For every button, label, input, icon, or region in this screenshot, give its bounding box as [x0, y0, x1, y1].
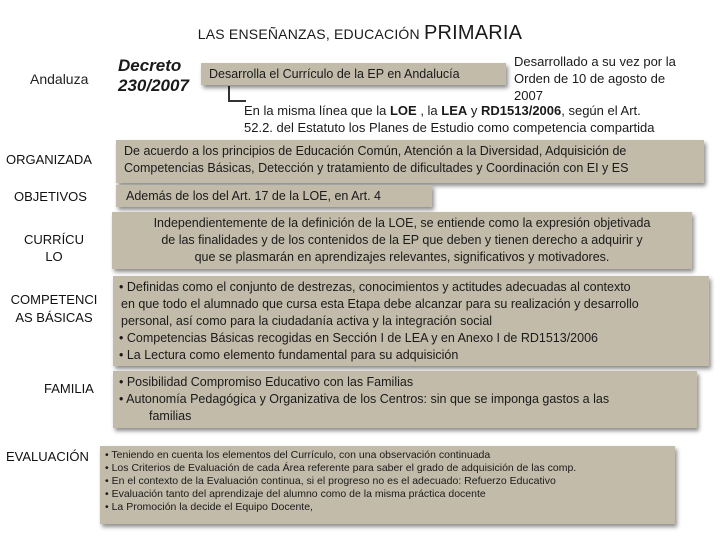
- loe-pre: En la misma línea que la: [244, 103, 390, 118]
- loe-post: , según el Art.: [561, 103, 641, 118]
- title-big: PRIMARIA: [423, 22, 523, 44]
- decreto-line2: 230/2007: [118, 76, 189, 95]
- curriculo-line2: de las finalidades y de los contenidos de la EP que deben y tienen derecho a adquirir y: [161, 233, 643, 247]
- curriculo-line1: Independientemente de la definición de la LOE, se entiende como la expresión objetivada: [153, 216, 651, 230]
- organizada-box: [116, 140, 704, 183]
- evaluacion-bullet4: • Evaluación tanto del aprendizaje del alumno como de la misma práctica docente: [105, 488, 486, 500]
- label-evaluacion: EVALUACIÓN: [6, 449, 89, 464]
- orden-text: [514, 53, 714, 104]
- title-prefix: LAS ENSEÑANZAS, EDUCACIÓN: [197, 26, 420, 42]
- loe-line1: [244, 102, 714, 119]
- orden-line3: 2007: [514, 88, 543, 103]
- label-competencias-line1: COMPETENCI: [10, 292, 98, 307]
- loe-text: [244, 102, 714, 136]
- loe-acronym: LOE: [389, 103, 417, 118]
- organizada-line1: De acuerdo a los principios de Educación Común, Atención a la Diversidad, Adquisición de: [124, 144, 627, 158]
- label-curriculo-line2: LO: [45, 249, 63, 264]
- rd-reference: RD1513/2006: [481, 103, 562, 118]
- label-objetivos: OBJETIVOS: [14, 189, 87, 204]
- label-curriculo: [14, 231, 94, 265]
- connector-bracket: [228, 86, 246, 102]
- decreto-line1: Decreto: [118, 56, 182, 75]
- competencias-bullet1-line2: en que todo el alumnado que cursa esta Etapa debe alcanzar para su realización y desarrollo: [121, 297, 639, 311]
- familia-bullet1: • Posibilidad Compromiso Educativo con las Familias: [119, 375, 414, 389]
- label-curriculo-line1: CURRÍCU: [24, 232, 84, 247]
- evaluacion-bullet1: • Teniendo en cuenta los elementos del Currículo, con una observación continuada: [105, 449, 491, 461]
- objetivos-text: Además de los del Art. 17 de la LOE, en Art. 4: [126, 189, 382, 203]
- orden-line2: Orden de 10 de agosto de: [514, 71, 666, 86]
- familia-box: [113, 371, 697, 428]
- desarrolla-box: [201, 63, 506, 85]
- loe-mid2: y: [467, 103, 482, 118]
- evaluacion-bullet2: • Los Criterios de Evaluación de cada Área referente para saber el grado de adquisición de las comp.: [105, 462, 577, 474]
- loe-line2: 52.2. del Estatuto los Planes de Estudio como competencia compartida: [244, 120, 655, 135]
- competencias-bullet1-line3: personal, así como para la ciudadanía activa y la integración social: [121, 314, 493, 328]
- desarrolla-text: Desarrolla el Currículo de la EP en Andalucía: [209, 67, 460, 81]
- loe-mid1: , la: [416, 103, 442, 118]
- evaluacion-bullet5: • La Promoción la decide el Equipo Docente,: [105, 501, 313, 513]
- competencias-bullet2: • Competencias Básicas recogidas en Sección I de LEA y en Anexo I de RD1513/2006: [119, 331, 598, 345]
- decreto-title: [118, 56, 189, 96]
- organizada-line2: Competencias Básicas, Detección y tratamiento de dificultades y Coordinación con EI y ES: [124, 161, 629, 175]
- label-andaluza: Andaluza: [30, 71, 89, 87]
- familia-bullet2-line1: • Autonomía Pedagógica y Organizativa de los Centros: sin que se imponga gastos a las: [119, 392, 610, 406]
- competencias-bullet1-line1: • Definidas como el conjunto de destrezas, conocimientos y actitudes adecuadas al contexto: [119, 280, 631, 294]
- curriculo-line3: que se plasmarán en aprendizajes relevantes, significativos y motivadores.: [194, 250, 610, 264]
- label-familia: FAMILIA: [44, 381, 94, 396]
- competencias-box: [113, 276, 709, 366]
- objetivos-box: [116, 185, 432, 207]
- lea-acronym: LEA: [441, 103, 468, 118]
- competencias-bullet3: • La Lectura como elemento fundamental para su adquisición: [119, 348, 459, 362]
- label-competencias: [4, 291, 104, 327]
- curriculo-box: [112, 212, 692, 269]
- orden-line1: Desarrollado a su vez por la: [514, 54, 676, 69]
- familia-bullet2-line2: familias: [149, 409, 192, 423]
- label-competencias-line2: AS BÁSICAS: [15, 310, 93, 325]
- evaluacion-bullet3: • En el contexto de la Evaluación continua, si el progreso no es el adecuado: Refuerzo Educativo: [105, 475, 556, 487]
- page-title: [0, 22, 720, 45]
- label-organizada: ORGANIZADA: [6, 152, 92, 167]
- evaluacion-box: [100, 446, 675, 524]
